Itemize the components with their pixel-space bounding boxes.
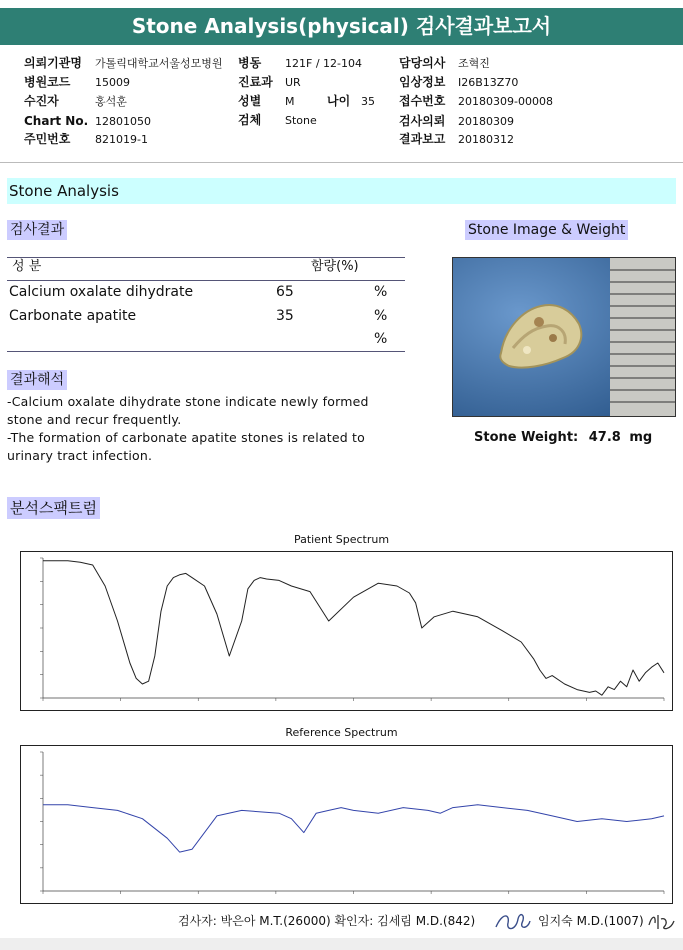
interpretation-line-1: -Calcium oxalate dihydrate stone indicate newly formed stone and recur frequently. [7, 394, 369, 427]
specimen-label: 검체 [238, 113, 262, 127]
interpretation-text [7, 393, 402, 465]
dept-label: 진료과 [238, 75, 273, 89]
dept-value: UR [285, 76, 301, 89]
interpretation-heading: 결과해석 [7, 370, 67, 390]
code-label: 병원코드 [24, 75, 71, 89]
patient-spectrum-chart [20, 551, 673, 711]
spectrum-line [43, 561, 664, 695]
ward-label: 병동 [238, 56, 262, 70]
footer-reviewer: 임지숙 M.D.(1007) [538, 914, 644, 928]
section-title: Stone Analysis [7, 178, 676, 204]
ward-value: 121F / 12-104 [285, 57, 362, 70]
handwritten-signature-icon [646, 909, 678, 935]
table-bottom-rule [7, 351, 405, 352]
table-header-rule [7, 280, 405, 281]
results-heading: 검사결과 [7, 220, 67, 240]
weight-value: 47.8 [588, 430, 621, 445]
spectrum-axis [43, 752, 664, 891]
stone-weight [474, 430, 652, 445]
stone-photo [452, 257, 676, 417]
clinical-value: I26B13Z70 [458, 76, 519, 89]
specimen-value: Stone [285, 114, 317, 127]
chart-no-label: Chart No. [24, 114, 89, 128]
sex-value: M [285, 95, 295, 108]
receipt-label: 접수번호 [399, 94, 446, 108]
doctor-label: 담당의사 [399, 56, 446, 70]
reference-spectrum-svg [21, 746, 672, 903]
request-value: 20180309 [458, 115, 514, 128]
code-value: 15009 [95, 76, 130, 89]
age-label: 나이 [327, 94, 351, 108]
divider [0, 162, 683, 163]
weight-label: Stone Weight: [474, 430, 579, 445]
id-label: 주민번호 [24, 132, 71, 146]
bottom-strip [0, 938, 683, 950]
component-name: Calcium oxalate dihydrate [9, 284, 194, 300]
report-title: Stone Analysis(physical) 검사결과보고서 [0, 8, 683, 45]
spectrum-line [43, 805, 664, 852]
id-value: 821019-1 [95, 133, 148, 146]
collector-label: 수진자 [24, 94, 59, 108]
col-component: 성 분 [12, 259, 42, 274]
table-top-rule [7, 257, 405, 258]
component-value: 65 [276, 284, 294, 300]
request-label: 검사의뢰 [399, 114, 446, 128]
hospital-label: 의뢰기관명 [24, 56, 82, 70]
footer-signatures: 검사자: 박은아 M.T.(26000) 확인자: 김세림 M.D.(842) [178, 914, 476, 928]
patient-spectrum-title: Patient Spectrum [293, 533, 390, 546]
image-heading: Stone Image & Weight [465, 220, 628, 240]
doctor-value: 조혁진 [458, 57, 490, 70]
component-unit: % [374, 308, 388, 324]
sex-label: 성별 [238, 94, 262, 108]
report-date-label: 결과보고 [399, 132, 446, 146]
signature-mark-icon [492, 909, 532, 935]
clinical-label: 임상정보 [399, 75, 446, 89]
chart-no-value: 12801050 [95, 115, 151, 128]
component-value: 35 [276, 308, 294, 324]
report-date-value: 20180312 [458, 133, 514, 146]
weight-unit: mg [629, 430, 653, 445]
reference-spectrum-chart [20, 745, 673, 904]
component-unit: % [374, 284, 388, 300]
reference-spectrum-title: Reference Spectrum [285, 726, 398, 739]
patient-spectrum-svg [21, 552, 672, 710]
component-name: Carbonate apatite [9, 308, 137, 324]
hospital-value: 가톨릭대학교서울성모병원 [95, 57, 223, 70]
spectrum-heading: 분석스팩트럼 [7, 497, 100, 519]
age-value: 35 [361, 95, 375, 108]
receipt-value: 20180309-00008 [458, 95, 553, 108]
collector-value: 홍석훈 [95, 95, 127, 108]
component-unit: % [374, 331, 388, 347]
col-amount: 함량(%) [311, 259, 359, 274]
interpretation-line-2: -The formation of carbonate apatite stones is related to urinary tract infection. [7, 430, 365, 463]
